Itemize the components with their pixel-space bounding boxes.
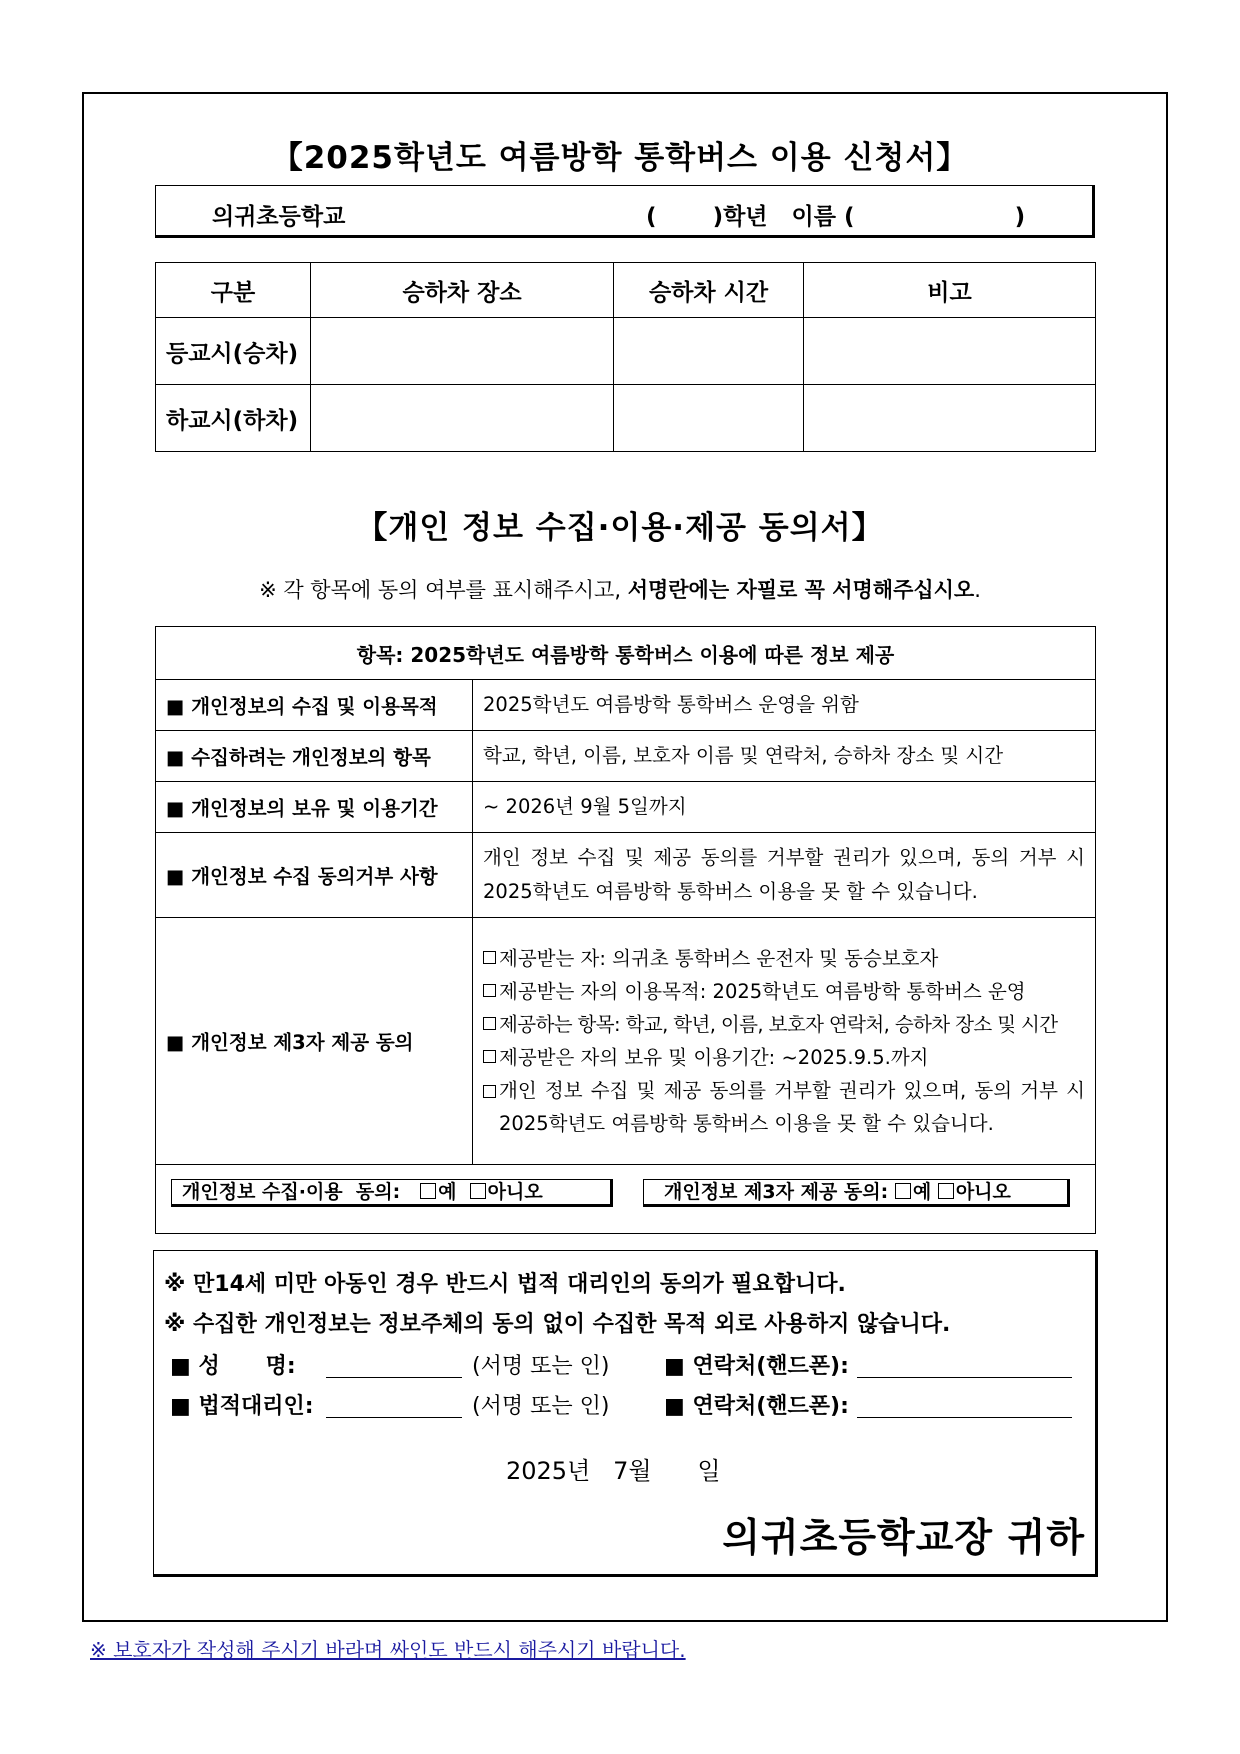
yes-label: 예: [438, 1181, 457, 1203]
agree-collect-box: [171, 1179, 613, 1207]
phone-label: ■ 연락처(핸드폰):: [664, 1354, 849, 1379]
table-row: [156, 731, 1096, 782]
list-item: 제공하는 항목: 학교, 학년, 이름, 보호자 연락처, 승하차 장소 및 시간: [483, 1008, 1085, 1041]
notice-suffix: .: [974, 578, 981, 602]
sign-hint: (서명 또는 인): [472, 1394, 610, 1419]
table-row: [156, 385, 1096, 452]
bullet-square-icon: [483, 984, 496, 997]
alighting-time-cell[interactable]: [614, 385, 804, 452]
agree-third-party-label: 개인정보 제3자 제공 동의:: [664, 1181, 889, 1203]
row-key: ■ 개인정보의 수집 및 이용목적: [156, 680, 473, 731]
bullet-square-icon: [483, 1050, 496, 1063]
no-label: 아니오: [487, 1181, 543, 1203]
row-key: ■ 개인정보의 보유 및 이용기간: [156, 782, 473, 833]
list-item: 제공받은 자의 보유 및 이용기간: ~2025.9.5.까지: [483, 1041, 1085, 1074]
row-label-boarding: 등교시(승차): [156, 318, 311, 385]
footer-note: ※ 보호자가 작성해 주시기 바라며 싸인도 반드시 해주시기 바랍니다.: [90, 1638, 686, 1662]
name-label: ■ 성 명:: [170, 1354, 296, 1379]
school-name: 의귀초등학교: [212, 204, 346, 230]
third-party-list: [473, 918, 1096, 1165]
list-item: 제공받는 자: 의귀초 통학버스 운전자 및 동승보호자: [483, 942, 1085, 975]
row-value: 학교, 학년, 이름, 보호자 이름 및 연락처, 승하차 장소 및 시간: [473, 731, 1096, 782]
rep-label: ■ 법적대리인:: [170, 1394, 314, 1419]
purpose-note: ※ 수집한 개인정보는 정보주체의 동의 없이 수집한 목적 외로 사용하지 않습니다.: [164, 1312, 951, 1337]
header-time: 승하차 시간: [614, 263, 804, 318]
consent-title: 【개인 정보 수집·이용·제공 동의서】: [356, 510, 884, 546]
agree-third-party-yes-checkbox[interactable]: [895, 1183, 911, 1199]
phone-line[interactable]: [857, 1351, 1072, 1378]
sign-hint: (서명 또는 인): [472, 1354, 610, 1379]
table-row: [156, 833, 1096, 918]
agree-collect-label: 개인정보 수집·이용 동의:: [182, 1181, 401, 1203]
no-label: 아니오: [955, 1181, 1011, 1203]
school-info-box: [155, 185, 1095, 238]
table-row: [156, 918, 1096, 1165]
boarding-time-cell[interactable]: [614, 318, 804, 385]
third-party-key: ■ 개인정보 제3자 제공 동의: [156, 918, 473, 1165]
table-row: [156, 680, 1096, 731]
agree-third-party-no-checkbox[interactable]: [938, 1183, 954, 1199]
consent-table: [155, 626, 1096, 1234]
boarding-place-cell[interactable]: [311, 318, 614, 385]
table-row: [156, 782, 1096, 833]
row-value: 2025학년도 여름방학 통학버스 운영을 위함: [473, 680, 1096, 731]
consent-table-header: 항목: 2025학년도 여름방학 통학버스 이용에 따른 정보 제공: [156, 627, 1096, 680]
bullet-square-icon: [483, 1085, 496, 1098]
agree-third-party-box: [643, 1179, 1070, 1207]
agree-collect-yes-checkbox[interactable]: [420, 1183, 436, 1199]
row-value: 개인 정보 수집 및 제공 동의를 거부할 권리가 있으며, 동의 거부 시 2025학년도 여름방학 통학버스 이용을 못 할 수 있습니다.: [473, 833, 1096, 918]
row-key: ■ 수집하려는 개인정보의 항목: [156, 731, 473, 782]
date: 2025년 7월 일: [506, 1457, 721, 1485]
row-label-alighting: 하교시(하차): [156, 385, 311, 452]
form-title: 【2025학년도 여름방학 통학버스 이용 신청서】: [271, 140, 969, 176]
header-note: 비고: [804, 263, 1096, 318]
agree-row: [156, 1165, 1096, 1234]
name-line[interactable]: [326, 1351, 462, 1378]
alighting-place-cell[interactable]: [311, 385, 614, 452]
list-item: 개인 정보 수집 및 제공 동의를 거부할 권리가 있으며, 동의 거부 시 2025학년도 여름방학 통학버스 이용을 못 할 수 있습니다.: [483, 1074, 1085, 1140]
yes-label: 예: [912, 1181, 932, 1203]
boarding-note-cell[interactable]: [804, 318, 1096, 385]
agree-collect-no-checkbox[interactable]: [470, 1183, 486, 1199]
row-key: ■ 개인정보 수집 동의거부 사항: [156, 833, 473, 918]
table-row: [156, 318, 1096, 385]
rep-line[interactable]: [326, 1391, 462, 1418]
notice-prefix: ※ 각 항목에 동의 여부를 표시해주시고,: [259, 578, 628, 602]
signature-box: [153, 1250, 1098, 1577]
rep-phone-label: ■ 연락처(핸드폰):: [664, 1394, 849, 1419]
bullet-square-icon: [483, 1017, 496, 1030]
header-place: 승하차 장소: [311, 263, 614, 318]
row-value: ~ 2026년 9월 5일까지: [473, 782, 1096, 833]
rep-phone-line[interactable]: [857, 1391, 1072, 1418]
header-category: 구분: [156, 263, 311, 318]
consent-notice: [0, 574, 1240, 604]
recipient: 의귀초등학교장 귀하: [722, 1516, 1085, 1561]
grade-name-field[interactable]: ( )학년 이름 ( ): [646, 204, 1026, 230]
list-item: 제공받는 자의 이용목적: 2025학년도 여름방학 통학버스 운영: [483, 975, 1085, 1008]
notice-bold: 서명란에는 자필로 꼭 서명해주십시오: [627, 578, 975, 602]
legal-guardian-note: ※ 만14세 미만 아동인 경우 반드시 법적 대리인의 동의가 필요합니다.: [164, 1272, 846, 1297]
bus-table: [155, 262, 1096, 452]
alighting-note-cell[interactable]: [804, 385, 1096, 452]
bullet-square-icon: [483, 951, 496, 964]
